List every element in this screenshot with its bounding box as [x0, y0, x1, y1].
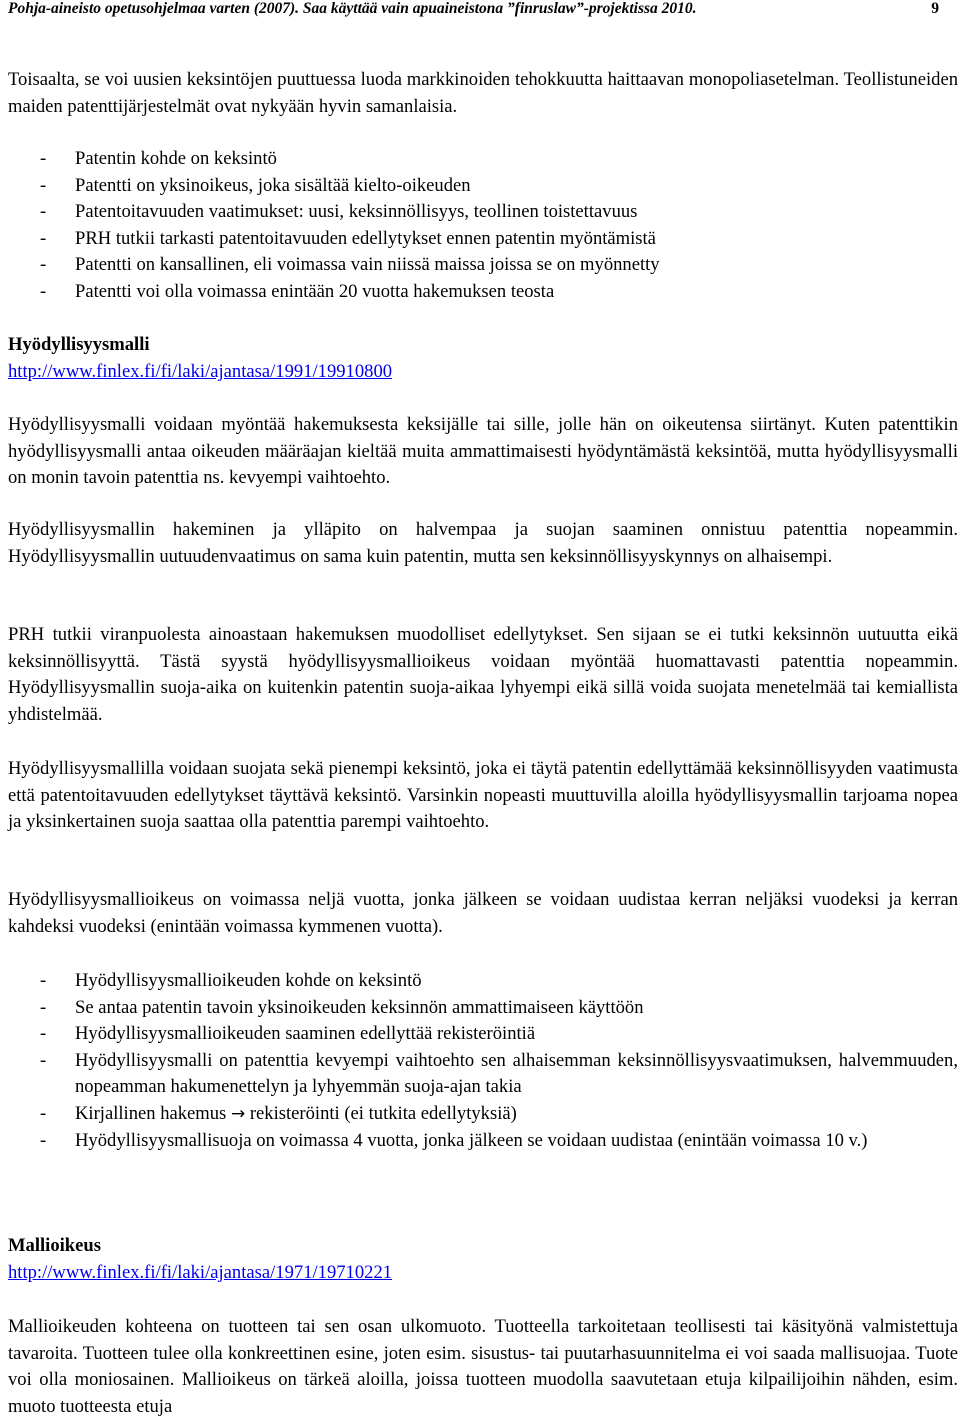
- utility-paragraph-3: PRH tutkii viranpuolesta ainoastaan hakemuksen muodolliset edellytykset. Sen sijaan se ei tutki keksinnön uutuutta eikä keksinnöllisyyttä. Tästä syystä hyödyllisyysmallioikeus voidaan myöntää huomattavasti patenttia nopeammin. Hyödyllisyysmallin suoja-aika on kuitenkin patentin suoja-aikaa lyhyempi eikä sillä voida suojata menetelmää tai kemiallista yhdistelmää.: [8, 624, 958, 725]
- list-item: - Patentin kohde on keksintö: [40, 148, 277, 169]
- arrow-right-icon: →: [230, 1103, 246, 1124]
- header-title: Pohja-aineisto opetusohjelmaa varten (2007). Saa käyttää vain apuaineistona ”finruslaw”-projektissa 2010.: [8, 0, 697, 17]
- list-item: - Hyödyllisyysmallioikeuden saaminen edellyttää rekisteröintiä: [40, 1023, 536, 1045]
- utility-paragraph-1: Hyödyllisyysmalli voidaan myöntää hakemuksesta keksijälle tai sille, jolle hän on oikeutensa siirtänyt. Kuten patenttikin hyödyllisyysmalli antaa oikeuden määräajan kieltää muita ammattimaisesti hyödyntämästä keksintöä, mutta hyödyllisyysmalli on monin tavoin patenttia ns. kevyempi vaihtoehto.: [8, 414, 958, 489]
- list-item: - Hyödyllisyysmallioikeuden kohde on keksintö: [40, 970, 422, 991]
- list-item: - Hyödyllisyysmalli on patenttia kevyempi vaihtoehto sen alhaisemman keksinnöllisyysvaatimuksen, halvemmuuden, nopeamman hakumenettelyn ja lyhyemmän suoja-ajan takia: [40, 1049, 958, 1098]
- section-heading-utility: Hyödyllisyysmalli: [8, 334, 150, 355]
- utility-paragraph-4: Hyödyllisyysmallilla voidaan suojata sekä pienempi keksintö, joka ei täytä patentin edellyttämää keksinnöllisyyden vaatimusta että patentoitavuuden edellytykset täyttävä keksintö. Varsinkin nopeasti muuttuvilla aloilla hyödyllisyysmallin tarjoama nopea ja yksinkertainen suoja saattaa olla patenttia parempi vaihtoehto.: [8, 758, 958, 833]
- utility-paragraph-5: Hyödyllisyysmallioikeus on voimassa neljä vuotta, jonka jälkeen se voidaan uudistaa kerran neljäksi vuodeksi ja kerran kahdeksi vuodeksi (enintään voimassa kymmenen vuotta).: [8, 889, 958, 937]
- list-item: - Patentti on kansallinen, eli voimassa vain niissä maissa joissa se on myönnetty: [40, 254, 660, 276]
- page-number: 9: [931, 0, 939, 17]
- list-item: - Patentti on yksinoikeus, joka sisältää kielto-oikeuden: [40, 174, 471, 196]
- list-item: - Se antaa patentin tavoin yksinoikeuden keksinnön ammattimaiseen käyttöön: [40, 996, 644, 1018]
- design-paragraph-1: Mallioikeuden kohteena on tuotteen tai sen osan ulkomuoto. Tuotteella tarkoitetaan teollisesti tai käsityönä valmistettuja tavaroita. Tuotteen tulee olla konkreettinen esine, joten esim. sisustus- tai puutarhasuunnitelma ei voi saada mallisuojaa. Tuote voi olla moniosainen. Mallioikeus on tärkeä aloilla, joissa tuotteen muodolla saavutetaan etuja kilpailijoihin nähden, esim. muoto tuotteesta etuja: [8, 1316, 958, 1417]
- list-item: - Patentoitavuuden vaatimukset: uusi, keksinnöllisyys, teollinen toistettavuus: [40, 201, 638, 223]
- list-item: - PRH tutkii tarkasti patentoitavuuden edellytykset ennen patentin myöntämistä: [40, 227, 656, 249]
- utility-law-link[interactable]: http://www.finlex.fi/fi/laki/ajantasa/1991/19910800: [8, 361, 393, 382]
- design-law-link[interactable]: http://www.finlex.fi/fi/laki/ajantasa/1971/19710221: [8, 1262, 393, 1283]
- list-item: - Hyödyllisyysmallisuoja on voimassa 4 vuotta, jonka jälkeen se voidaan uudistaa (enintään voimassa 10 v.): [40, 1129, 868, 1151]
- utility-paragraph-2: Hyödyllisyysmallin hakeminen ja ylläpito on halvempaa ja suojan saaminen onnistuu patenttia nopeammin. Hyödyllisyysmallin uutuudenvaatimus on sama kuin patentin, mutta sen keksinnöllisyyskynnys on alhaisempi.: [8, 519, 958, 567]
- utility-list: [8, 968, 958, 1154]
- section-heading-design: Mallioikeus: [8, 1235, 101, 1256]
- page-header: [8, 0, 952, 20]
- list-item: - Patentti voi olla voimassa enintään 20 vuotta hakemuksen teosta: [40, 280, 555, 302]
- patent-list: [8, 146, 958, 306]
- list-item: - Kirjallinen hakemus → rekisteröinti (ei tutkita edellytyksiä): [40, 1102, 517, 1124]
- intro-paragraph: Toisaalta, se voi uusien keksintöjen puuttuessa luoda markkinoiden tehokkuutta haittaavan monopoliasetelman. Teollistuneiden maiden patenttijärjestelmät ovat nykyään hyvin samanlaisia.: [8, 69, 958, 117]
